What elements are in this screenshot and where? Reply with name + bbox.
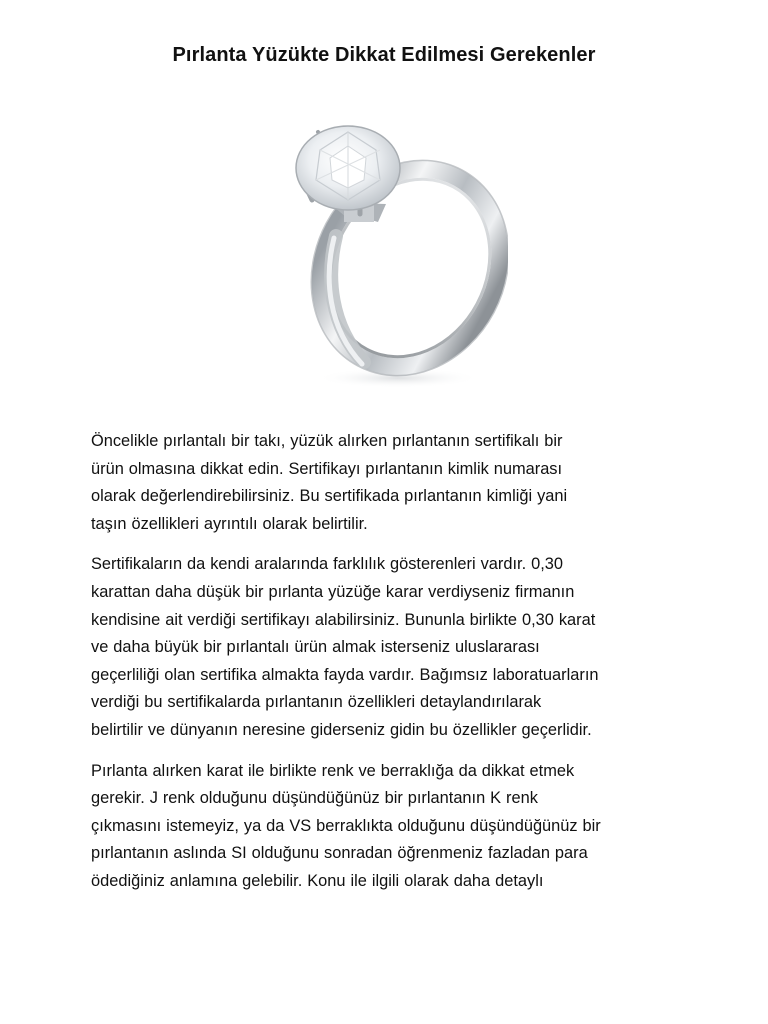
- text-line: Pırlanta alırken karat ile birlikte renk ve berraklığa da dikkat etmek: [91, 761, 575, 780]
- paragraph-3: [91, 758, 691, 896]
- solitaire-diamond-ring-image: [268, 96, 508, 396]
- paragraph-1: [91, 428, 691, 538]
- paragraph-2: [91, 551, 691, 744]
- text-line: verdiği bu sertifikalarda pırlantanın özellikleri detaylandırılarak: [91, 693, 542, 712]
- text-line: pırlantanın aslında SI olduğunu sonradan öğrenmeniz fazladan para: [91, 844, 588, 863]
- text-line: gerekir. J renk olduğunu düşündüğünüz bir pırlantanın K renk: [91, 789, 538, 808]
- text-line: kendisine ait verdiği sertifikayı alabilirsiniz. Bununla birlikte 0,30 karat: [91, 610, 596, 629]
- text-line: Sertifikaların da kendi aralarında farklılık gösterenleri vardır. 0,30: [91, 555, 563, 574]
- page-title: Pırlanta Yüzükte Dikkat Edilmesi Gerekenler: [172, 44, 596, 66]
- text-line: olarak değerlendirebilirsiniz. Bu sertifikada pırlantanın kimliği yani: [91, 487, 568, 506]
- text-line: geçerliliği olan sertifika almakta fayda vardır. Bağımsız laboratuarların: [91, 665, 599, 684]
- text-line: ve daha büyük bir pırlantalı ürün almak isterseniz uluslararası: [91, 638, 540, 657]
- text-line: çıkmasını istemeyiz, ya da VS berraklıkta olduğunu düşündüğünüz bir: [91, 816, 601, 835]
- text-line: ödediğiniz anlamına gelebilir. Konu ile ilgili olarak daha detaylı: [91, 871, 544, 890]
- text-line: taşın özellikleri ayrıntılı olarak belirtilir.: [91, 514, 368, 533]
- text-line: ürün olmasına dikkat edin. Sertifikayı pırlantanın kimlik numarası: [91, 459, 563, 478]
- text-line: belirtilir ve dünyanın neresine giderseniz gidin bu özellikler geçerlidir.: [91, 720, 592, 739]
- body-text: [91, 428, 691, 909]
- text-line: karattan daha düşük bir pırlanta yüzüğe karar verdiyseniz firmanın: [91, 582, 575, 601]
- text-line: Öncelikle pırlantalı bir takı, yüzük alırken pırlantanın sertifikalı bir: [91, 432, 563, 450]
